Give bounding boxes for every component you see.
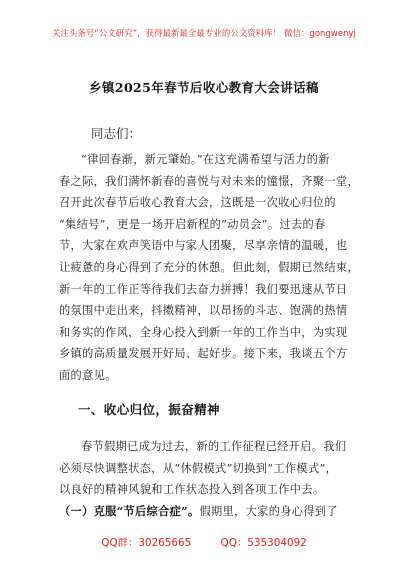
- text-line: 必须尽快调整状态，从“休假模式”切换到“工作模式”，: [59, 461, 338, 475]
- text-line: 和务实的作风，全身心投入到新一年的工作当中，为实现: [59, 325, 348, 339]
- text-line: 让疲惫的身心得到了充分的休憩。但此刻，假期已然结束，: [59, 260, 359, 274]
- text-line: 春之际，我们满怀新春的喜悦与对未来的憧憬，齐聚一堂，: [59, 174, 359, 188]
- document-title: 乡镇2025年春节后收心教育大会讲话稿: [89, 80, 319, 95]
- text-line: “律回春渐，新元肇始。”在这充满希望与活力的新: [81, 153, 330, 166]
- paragraph-intro: [59, 149, 359, 387]
- header-promo-note: 关注头条号“公文研究”，获得最新最全最专业的公文资料库！ 微信：gongwenyj: [52, 28, 356, 38]
- text-line: 乡镇的高质量发展开好局、起好步。接下来，我谈五个方: [59, 347, 348, 361]
- text-line: 的氛围中走出来，抖擞精神，以昂扬的斗志、饱满的热情: [59, 304, 348, 318]
- footer-contact: [0, 534, 408, 549]
- subheading-label: （一）克服“节后综合症”。: [59, 503, 200, 518]
- text-line: 面的意见。: [59, 368, 117, 382]
- text-line: 新一年的工作正等待我们去奋力拼搏！我们要迅速从节日: [59, 282, 348, 296]
- text-line: “集结号”，更是一场开启新程的“动员会”。过去的春: [59, 217, 326, 231]
- section-heading: 一、收心归位，振奋精神: [78, 402, 220, 417]
- paragraph-section1: [59, 436, 349, 522]
- text-line: 节，大家在欢声笑语中与家人团聚，尽享亲情的温暖，也: [59, 239, 348, 253]
- qq-group-number: QQ群：30265665: [101, 537, 192, 549]
- qq-number: QQ：535304092: [220, 537, 307, 549]
- text-line: 召开此次春节后收心教育大会，这既是一次收心归位的: [59, 196, 336, 210]
- text-line: 春节假期已成为过去，新的工作征程已经开启。我们: [81, 440, 347, 453]
- salutation: 同志们：: [91, 126, 142, 141]
- subheading-line: [59, 501, 349, 523]
- subheading-text: 假期里，大家的身心得到了: [199, 504, 338, 518]
- text-line: 以良好的精神风貌和工作状态投入到各项工作中去。: [59, 483, 325, 497]
